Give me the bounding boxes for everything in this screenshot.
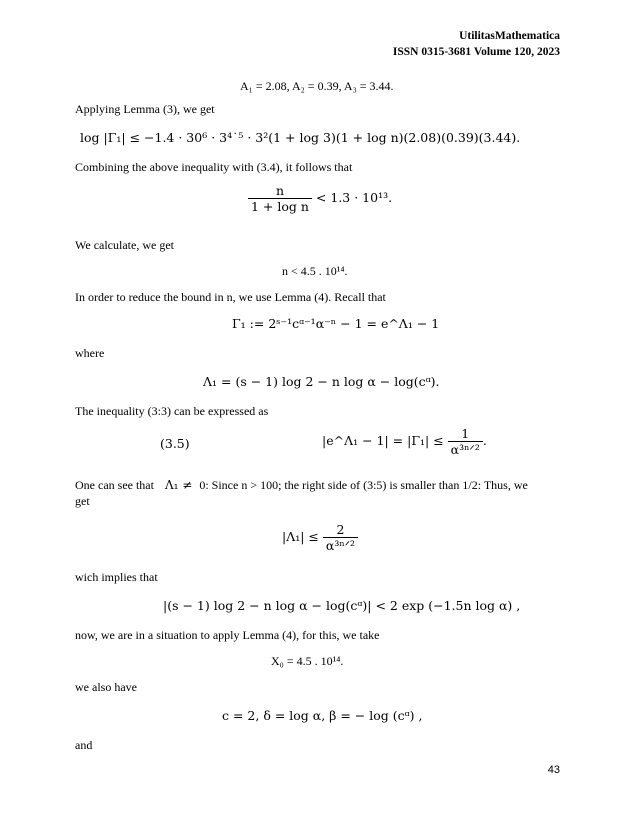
- equation-abs-lambda: [282, 522, 358, 553]
- paragraph-now: now, we are in a situation to apply Lemma (4), for this, we take: [75, 628, 380, 642]
- paragraph-one-can-see-end: 0: Since n > 100; the right side of (3:5) is smaller than 1/2: Thus, we: [199, 478, 528, 492]
- equation-lambda1: Λ₁ = (s − 1) log 2 − n log α − log(cᵅ).: [203, 374, 440, 389]
- fraction-denominator: 1 + log n: [248, 198, 312, 214]
- paragraph-apply-lemma3: Applying Lemma (3), we get: [75, 102, 215, 116]
- paragraph-combining: Combining the above inequality with (3.4), it follows that: [75, 160, 353, 174]
- a-values-line: A₁ = 2.08, A₂ = 0.39, A₃ = 3.44.: [240, 79, 394, 93]
- fraction-numerator: n: [275, 183, 284, 198]
- equation-log-gamma: log |Γ₁| ≤ −1.4 · 30⁶ · 3⁴˙⁵ · 3²(1 + log 3)(1 + log n)(2.08)(0.39)(3.44).: [80, 130, 521, 145]
- journal-issn: ISSN 0315-3681 Volume 120, 2023: [392, 46, 560, 58]
- paragraph-where: where: [75, 346, 105, 360]
- lambda-not-equal: Λ₁ ≠: [164, 478, 193, 492]
- fraction-rhs: < 1.3 · 10¹³.: [315, 190, 393, 205]
- equation-3-5-end: .: [482, 433, 487, 448]
- fraction-numerator: 1: [461, 426, 470, 441]
- fraction-numerator: 2: [336, 522, 345, 537]
- paragraph-and: and: [75, 738, 93, 752]
- paragraph-also: we also have: [75, 680, 137, 694]
- paragraph-inequality: The inequality (3:3) can be expressed as: [75, 404, 269, 418]
- equation-gamma1: Γ₁ := 2ˢ⁻¹cᵅ⁻¹α⁻ⁿ − 1 = e^Λ₁ − 1: [232, 316, 440, 331]
- fraction: [448, 426, 483, 457]
- equation-implies: |(s − 1) log 2 − n log α − log(cᵅ)| < 2 exp (−1.5n log α) ,: [163, 598, 521, 613]
- page-number: 43: [547, 764, 560, 776]
- paragraph-which: wich implies that: [75, 570, 158, 584]
- paragraph-calculate: We calculate, we get: [75, 238, 174, 252]
- equation-abs-lambda-lhs: |Λ₁| ≤: [282, 529, 319, 544]
- paragraph-reduce: In order to reduce the bound in n, we use Lemma (4). Recall that: [75, 290, 386, 304]
- equation-3-5: [322, 426, 487, 457]
- equation-n-over-log: [248, 183, 392, 214]
- equation-n-bound: n < 4.5 . 10¹⁴.: [282, 264, 348, 278]
- equation-params: c = 2, δ = log α, β = − log (cᵅ) ,: [222, 708, 423, 723]
- fraction: [248, 183, 312, 214]
- equation-label-3-5: (3.5): [160, 436, 190, 451]
- equation-3-5-lhs: |e^Λ₁ − 1| = |Γ₁| ≤: [322, 433, 444, 448]
- paragraph-one-can-see: [75, 478, 528, 493]
- journal-name: UtilitasMathematica: [459, 30, 560, 42]
- paragraph-get: get: [75, 494, 90, 508]
- equation-x0: X₀ = 4.5 . 10¹⁴.: [271, 654, 344, 668]
- fraction-denominator: α³ⁿᐟ²: [323, 537, 358, 553]
- fraction: [323, 522, 358, 553]
- paragraph-one-can-see-start: One can see that: [75, 478, 154, 492]
- fraction-denominator: α³ⁿᐟ²: [448, 441, 483, 457]
